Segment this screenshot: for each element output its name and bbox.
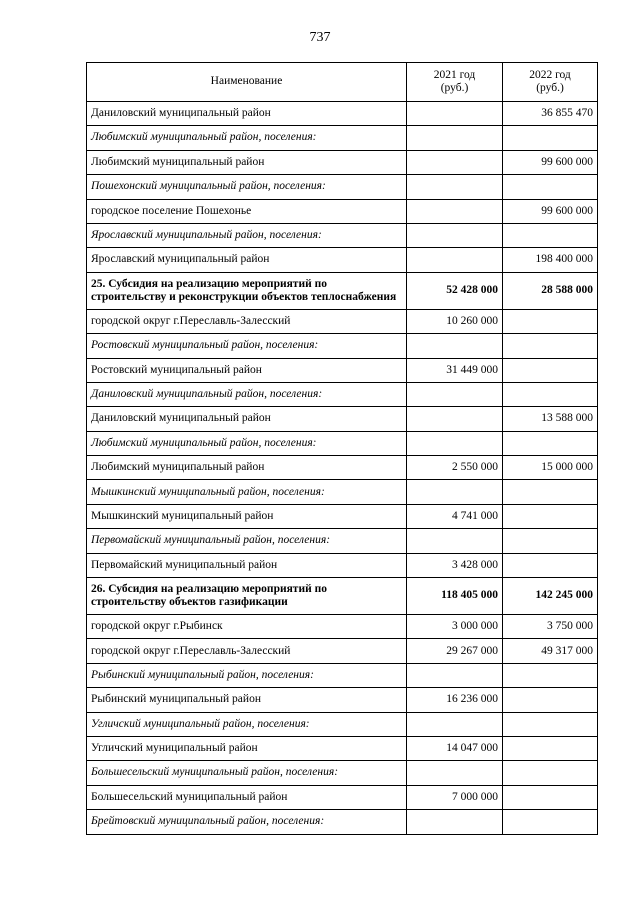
header-2021: 2021 год (руб.) xyxy=(407,63,503,102)
cell-name: Первомайский муниципальный район, поселения: xyxy=(87,529,407,553)
cell-name: Любимский муниципальный район, поселения: xyxy=(87,126,407,150)
cell-name: Любимский муниципальный район xyxy=(87,456,407,480)
cell-2021 xyxy=(407,431,503,455)
cell-2022 xyxy=(503,553,598,577)
cell-name: Мышкинский муниципальный район, поселения: xyxy=(87,480,407,504)
cell-name: Брейтовский муниципальный район, поселения: xyxy=(87,810,407,834)
cell-name: Даниловский муниципальный район, поселения: xyxy=(87,382,407,406)
district-group-row xyxy=(87,223,598,247)
cell-name: Пошехонский муниципальный район, поселения: xyxy=(87,175,407,199)
cell-name: Первомайский муниципальный район xyxy=(87,553,407,577)
cell-2021 xyxy=(407,334,503,358)
table-row xyxy=(87,456,598,480)
cell-2021 xyxy=(407,248,503,272)
cell-2022: 198 400 000 xyxy=(503,248,598,272)
cell-name: Ярославский муниципальный район xyxy=(87,248,407,272)
cell-2021 xyxy=(407,712,503,736)
table-row xyxy=(87,688,598,712)
cell-2021 xyxy=(407,480,503,504)
cell-2021 xyxy=(407,761,503,785)
cell-name: Мышкинский муниципальный район xyxy=(87,504,407,528)
cell-name: Ростовский муниципальный район xyxy=(87,358,407,382)
cell-2022 xyxy=(503,431,598,455)
district-group-row xyxy=(87,126,598,150)
table-row xyxy=(87,785,598,809)
cell-2021: 16 236 000 xyxy=(407,688,503,712)
cell-name: Любимский муниципальный район xyxy=(87,150,407,174)
subsidy-heading-row xyxy=(87,578,598,615)
table-row xyxy=(87,553,598,577)
cell-2022 xyxy=(503,223,598,247)
cell-name: Рыбинский муниципальный район, поселения: xyxy=(87,663,407,687)
cell-2021 xyxy=(407,407,503,431)
district-group-row xyxy=(87,663,598,687)
district-group-row xyxy=(87,175,598,199)
header-name: Наименование xyxy=(87,63,407,102)
cell-2021: 3 428 000 xyxy=(407,553,503,577)
cell-name: Большесельский муниципальный район xyxy=(87,785,407,809)
district-group-row xyxy=(87,761,598,785)
table-row xyxy=(87,199,598,223)
cell-2022 xyxy=(503,529,598,553)
page-number: 737 xyxy=(309,30,331,45)
cell-2022: 28 588 000 xyxy=(503,272,598,309)
table-row xyxy=(87,615,598,639)
cell-name: Даниловский муниципальный район xyxy=(87,102,407,126)
table-body xyxy=(87,102,598,835)
cell-2021: 31 449 000 xyxy=(407,358,503,382)
cell-name: Ростовский муниципальный район, поселения: xyxy=(87,334,407,358)
cell-2021 xyxy=(407,382,503,406)
table-row xyxy=(87,309,598,333)
cell-name: городской округ г.Переславль-Залесский xyxy=(87,309,407,333)
table-header-row xyxy=(87,63,598,102)
table-row xyxy=(87,504,598,528)
cell-2022 xyxy=(503,761,598,785)
table-row xyxy=(87,150,598,174)
cell-2021 xyxy=(407,810,503,834)
district-group-row xyxy=(87,431,598,455)
cell-2021: 29 267 000 xyxy=(407,639,503,663)
cell-2021: 2 550 000 xyxy=(407,456,503,480)
cell-2022: 36 855 470 xyxy=(503,102,598,126)
cell-name: Любимский муниципальный район, поселения: xyxy=(87,431,407,455)
header-2022: 2022 год (руб.) xyxy=(503,63,598,102)
cell-name: городской округ г.Переславль-Залесский xyxy=(87,639,407,663)
cell-2022 xyxy=(503,712,598,736)
cell-2022 xyxy=(503,334,598,358)
cell-2021 xyxy=(407,199,503,223)
cell-2022 xyxy=(503,480,598,504)
cell-2022 xyxy=(503,688,598,712)
district-group-row xyxy=(87,480,598,504)
cell-2021 xyxy=(407,102,503,126)
cell-2021: 118 405 000 xyxy=(407,578,503,615)
cell-2021: 14 047 000 xyxy=(407,736,503,760)
subsidy-heading-row xyxy=(87,272,598,309)
cell-2022: 49 317 000 xyxy=(503,639,598,663)
district-group-row xyxy=(87,382,598,406)
cell-name: 26. Субсидия на реализацию мероприятий по строительству объектов газификации xyxy=(87,578,407,615)
cell-2021: 3 000 000 xyxy=(407,615,503,639)
cell-2022 xyxy=(503,785,598,809)
district-group-row xyxy=(87,810,598,834)
cell-2021: 52 428 000 xyxy=(407,272,503,309)
cell-name: Даниловский муниципальный район xyxy=(87,407,407,431)
cell-2022: 142 245 000 xyxy=(503,578,598,615)
cell-2021 xyxy=(407,223,503,247)
cell-2022 xyxy=(503,175,598,199)
cell-2022: 99 600 000 xyxy=(503,199,598,223)
cell-name: Ярославский муниципальный район, поселения: xyxy=(87,223,407,247)
cell-name: Угличский муниципальный район xyxy=(87,736,407,760)
cell-name: Рыбинский муниципальный район xyxy=(87,688,407,712)
cell-name: Большесельский муниципальный район, поселения: xyxy=(87,761,407,785)
cell-name: городской округ г.Рыбинск xyxy=(87,615,407,639)
district-group-row xyxy=(87,529,598,553)
cell-2022 xyxy=(503,382,598,406)
cell-2022: 3 750 000 xyxy=(503,615,598,639)
table-row xyxy=(87,358,598,382)
budget-table xyxy=(86,62,598,835)
cell-2022: 15 000 000 xyxy=(503,456,598,480)
table-row xyxy=(87,102,598,126)
district-group-row xyxy=(87,712,598,736)
cell-2022 xyxy=(503,358,598,382)
table-row xyxy=(87,248,598,272)
cell-2021: 10 260 000 xyxy=(407,309,503,333)
cell-2021 xyxy=(407,175,503,199)
cell-name: Угличский муниципальный район, поселения: xyxy=(87,712,407,736)
table-row xyxy=(87,736,598,760)
cell-2021 xyxy=(407,126,503,150)
cell-2021: 7 000 000 xyxy=(407,785,503,809)
cell-name: городское поселение Пошехонье xyxy=(87,199,407,223)
cell-2021 xyxy=(407,529,503,553)
cell-2022: 99 600 000 xyxy=(503,150,598,174)
table-row xyxy=(87,407,598,431)
cell-2022: 13 588 000 xyxy=(503,407,598,431)
table-row xyxy=(87,639,598,663)
cell-2022 xyxy=(503,663,598,687)
cell-2022 xyxy=(503,504,598,528)
cell-2022 xyxy=(503,309,598,333)
cell-2022 xyxy=(503,736,598,760)
cell-name: 25. Субсидия на реализацию мероприятий по строительству и реконструкции объектов теплоснабжения xyxy=(87,272,407,309)
cell-2022 xyxy=(503,810,598,834)
cell-2021 xyxy=(407,663,503,687)
cell-2021: 4 741 000 xyxy=(407,504,503,528)
cell-2021 xyxy=(407,150,503,174)
cell-2022 xyxy=(503,126,598,150)
district-group-row xyxy=(87,334,598,358)
